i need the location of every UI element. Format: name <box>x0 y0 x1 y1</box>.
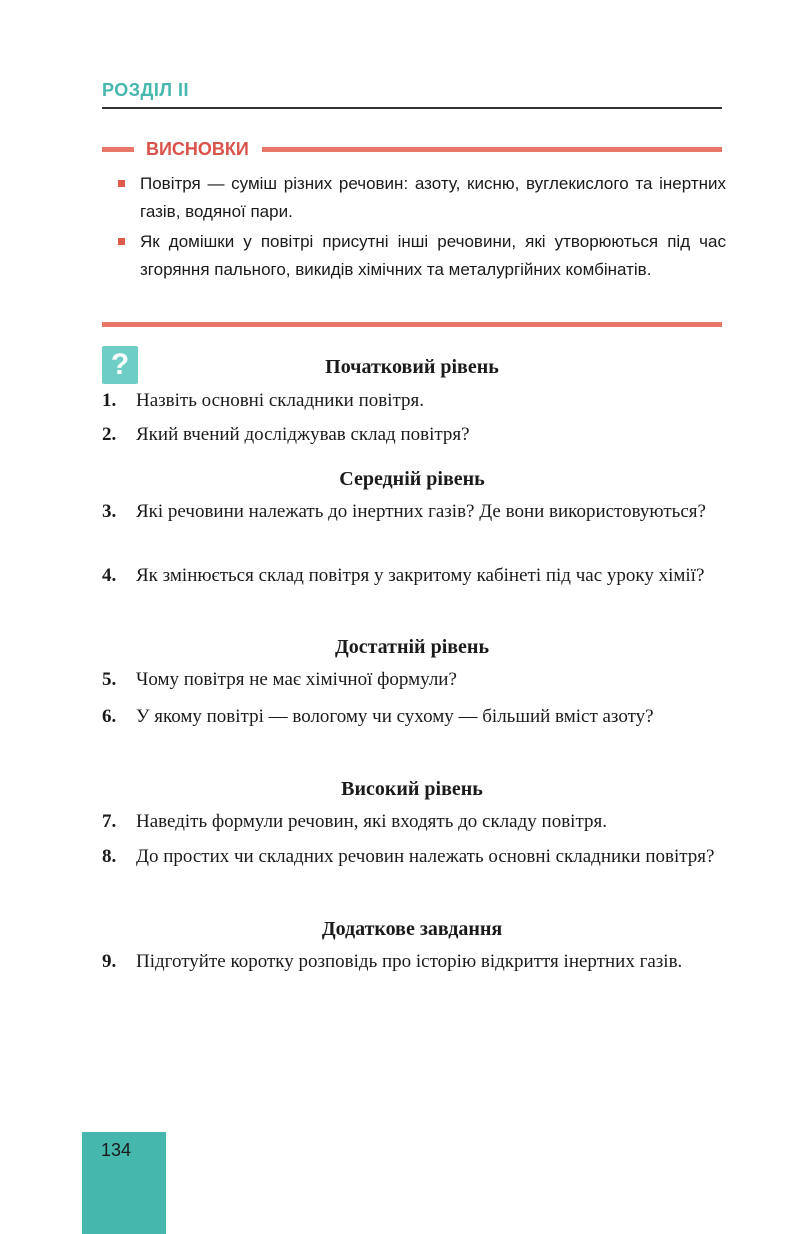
question-text: Наведіть формули речовин, які входять до складу повітря. <box>136 811 607 832</box>
conclusion-text: Як домішки у повітрі присутні інші речовини, які утворюються під час згоряння пального, викидів хімічних та металургійних комбінатів. <box>140 232 726 279</box>
question-item <box>102 947 722 977</box>
question-number: 8. <box>102 846 117 867</box>
question-item <box>102 420 722 450</box>
conclusions-rule-right <box>262 147 722 152</box>
question-text: Які речовини належать до інертних газів? Де вони використовуються? <box>136 501 706 522</box>
question-text: Назвіть основні складники повітря. <box>136 390 425 411</box>
level-title: Додаткове завдання <box>321 918 503 940</box>
question-text: Чому повітря не має хімічної формули? <box>136 669 457 690</box>
conclusion-item <box>126 228 726 284</box>
level-title: Достатній рівень <box>334 636 490 658</box>
question-item <box>102 665 722 695</box>
square-bullet-icon <box>118 180 125 187</box>
conclusions-title: ВИСНОВКИ <box>146 139 249 159</box>
question-item <box>102 702 722 732</box>
question-number: 3. <box>102 501 117 522</box>
header-rule <box>102 107 722 109</box>
conclusions-rule-left <box>102 147 134 152</box>
conclusion-item <box>126 170 726 226</box>
question-number: 1. <box>102 390 117 411</box>
square-bullet-icon <box>118 238 125 245</box>
page-number: 134 <box>101 1140 132 1160</box>
question-mark-icon: ? <box>102 346 138 384</box>
question-text: Який вчений досліджував склад повітря? <box>136 424 470 445</box>
question-text: Як змінюється склад повітря у закритому кабінеті під час уроку хімії? <box>136 565 705 586</box>
question-number: 7. <box>102 811 117 832</box>
section-header: РОЗДІЛ ІІ <box>102 80 190 100</box>
question-item <box>102 807 722 837</box>
question-text: Підготуйте коротку розповідь про історію відкриття інертних газів. <box>136 951 683 972</box>
conclusion-text: Повітря — суміш різних речовин: азоту, кисню, вуглекислого та інертних газів, водяної пари. <box>140 174 726 221</box>
question-number: 4. <box>102 565 117 586</box>
level-title: Високий рівень <box>341 778 483 800</box>
question-text: До простих чи складних речовин належать основні складники повітря? <box>136 846 715 867</box>
question-item <box>102 561 722 591</box>
conclusions-rule-bottom <box>102 322 722 327</box>
question-number: 6. <box>102 706 117 727</box>
question-number: 2. <box>102 424 117 445</box>
question-item <box>102 842 722 872</box>
question-text: У якому повітрі — вологому чи сухому — більший вміст азоту? <box>136 706 654 727</box>
level-title: Початковий рівень <box>325 356 499 378</box>
question-number: 9. <box>102 951 117 972</box>
question-item <box>102 497 722 527</box>
question-item <box>102 386 722 416</box>
question-number: 5. <box>102 669 117 690</box>
level-title: Середній рівень <box>339 468 485 490</box>
